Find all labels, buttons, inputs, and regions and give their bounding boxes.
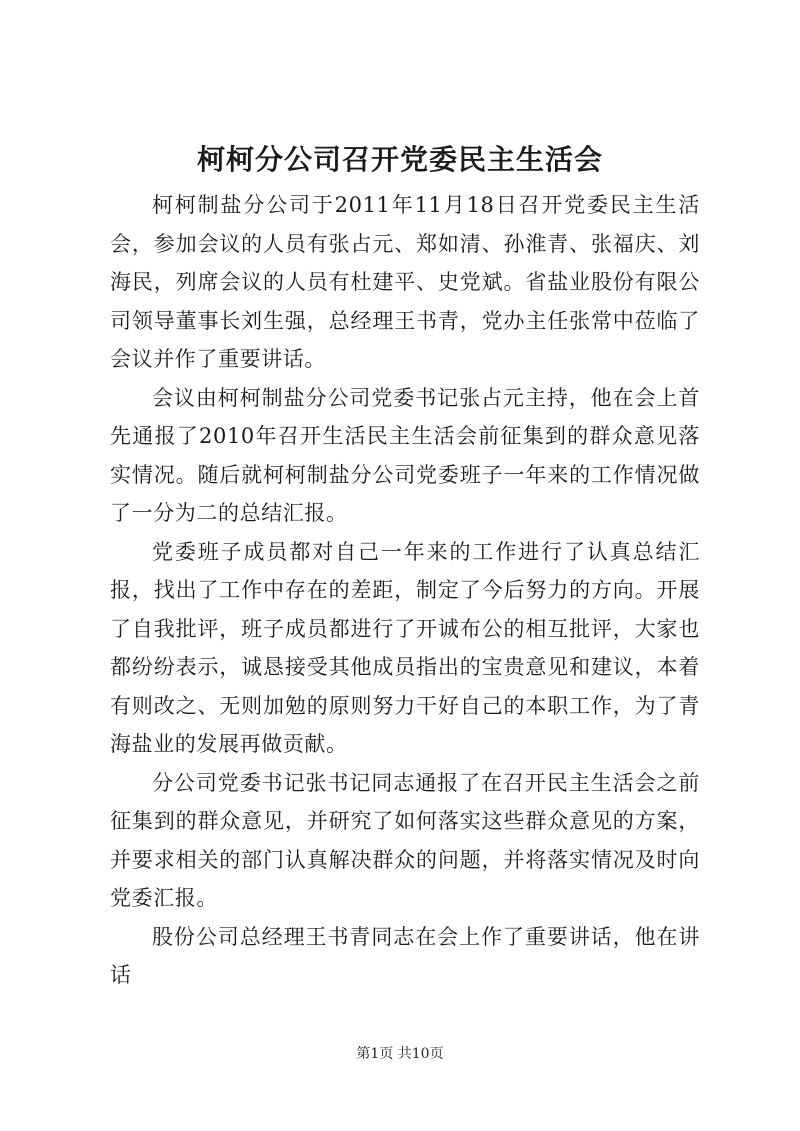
paragraph: 分公司党委书记张书记同志通报了在召开民主生活会之前征集到的群众意见，并研究了如何落实这些群众意见的方案，并要求相关的部门认真解决群众的问题，并将落实情况及时向党委汇报。 [110, 770, 700, 910]
paragraph: 党委班子成员都对自己一年来的工作进行了认真总结汇报，找出了工作中存在的差距，制定了今后努力的方向。开展了自我批评，班子成员都进行了开诚布公的相互批评，大家也都纷纷表示，诚恳接受其他成员指出的宝贵意见和建议，本着有则改之、无则加勉的原则努力干好自己的本职工作，为了青海盐业的发展再做贡献。 [110, 539, 700, 756]
paragraph: 柯柯制盐分公司于2011年11月18日召开党委民主生活会，参加会议的人员有张占元、郑如清、孙淮青、张福庆、刘海民，列席会议的人员有杜建平、史党斌。省盐业股份有限公司领导董事长刘生强，总经理王书青，党办主任张常中莅临了会议并作了重要讲话。 [110, 193, 700, 371]
document-body [110, 186, 700, 995]
page-title: 柯柯分公司召开党委民主生活会 [196, 143, 603, 176]
page-number: 第1页 共10页 [356, 1046, 444, 1062]
paragraph: 股份公司总经理王书青同志在会上作了重要讲话，他在讲话 [110, 924, 700, 987]
paragraph: 会议由柯柯制盐分公司党委书记张占元主持，他在会上首先通报了2010年召开生活民主生活会前征集到的群众意见落实情况。随后就柯柯制盐分公司党委班子一年来的工作情况做了一分为二的总结汇报。 [110, 385, 700, 525]
